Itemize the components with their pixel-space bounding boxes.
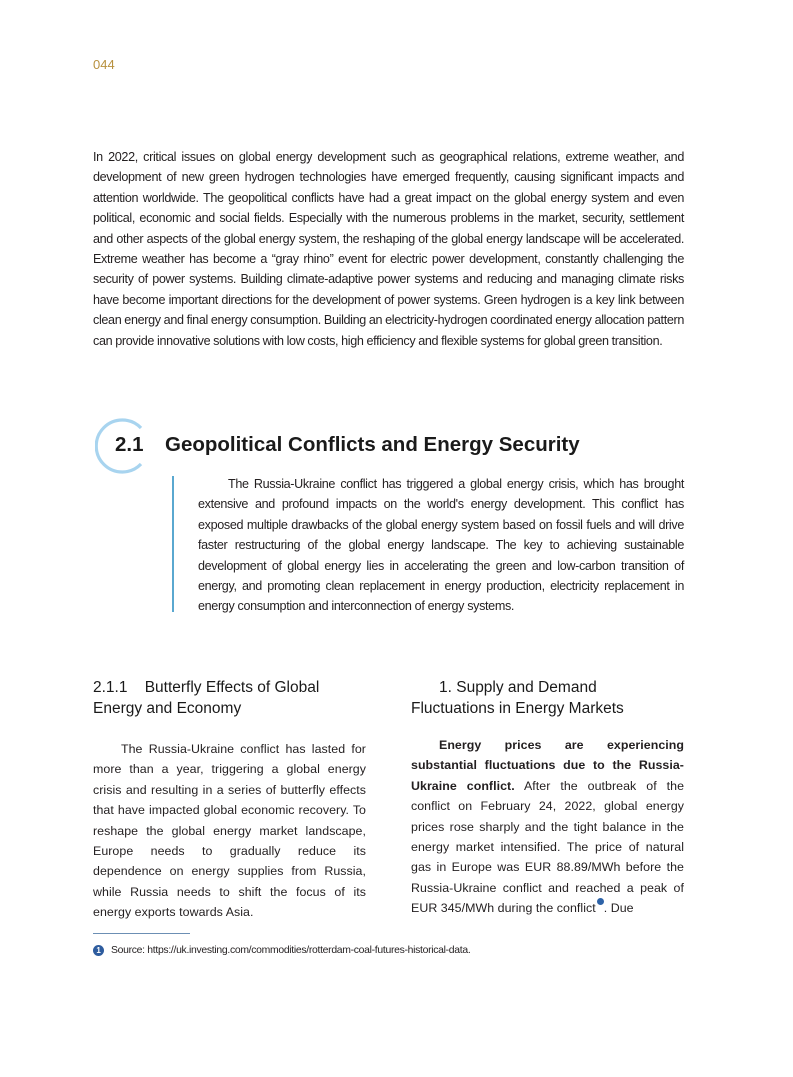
right-column-body [411, 735, 684, 919]
right-column [411, 678, 684, 919]
right-column-body-bold: Energy prices are experiencing substantial fluctuations due to the Russia-Ukraine conflict. [411, 738, 684, 793]
left-column-body: The Russia-Ukraine conflict has lasted for more than a year, triggering a global energy crisis and resulting in a series of butterfly effects that have impacted global economic recovery. To reshape the global energy market landscape, Europe needs to gradually reduce its dependence on energy supplies from Russia, while Russia needs to shift the focus of its energy exports towards Asia. [93, 742, 366, 920]
footnote [93, 945, 470, 956]
right-column-body-text: After the outbreak of the conflict on February 24, 2022, global energy prices rose sharply and the tight balance in the energy market intensified. The price of natural gas in Europe was EUR 88.89/MWh before the Russia-Ukraine conflict and reached a peak of EUR 345/MWh during the conflict [411, 778, 685, 916]
left-column [93, 678, 366, 923]
section-title: Geopolitical Conflicts and Energy Security [165, 433, 580, 456]
footnote-marker-icon: 1 [93, 945, 104, 956]
section-number: 2.1 [115, 433, 144, 456]
footnote-reference-icon[interactable] [597, 898, 604, 905]
section-abstract: The Russia-Ukraine conflict has triggered a global energy crisis, which has brought extensive and profound impacts on the world's energy development. This conflict has exposed multiple drawbacks of the global energy system based on fossil fuels and will drive faster restructuring of the global energy landscape. The key to achieving sustainable development of global energy lies in accelerating the green and low-carbon transition of energy, and promoting clean replacement in energy production, electricity replacement in energy consumption and interconnection of energy systems. [198, 477, 684, 614]
page-number: 044 [93, 57, 115, 72]
abstract-bar [172, 476, 174, 612]
footnote-rule [93, 933, 190, 934]
subsection-heading: 2.1.1 Butterfly Effects of Global Energy and Economy [93, 679, 324, 717]
section-heading [95, 418, 695, 474]
topic-heading: 1. Supply and Demand Fluctuations in Energy Markets [411, 679, 624, 717]
intro-paragraph: In 2022, critical issues on global energy development such as geographical relations, extreme weather, and development of new green hydrogen technologies have emerged frequently, causing significant impacts and attention worldwide. The geopolitical conflicts have had a great impact on the global energy system and even political, economic and social fields. Especially with the numerous problems in the market, security, settlement and other aspects of the global energy system, the reshaping of the global energy landscape will be accelerated. Extreme weather has become a “gray rhino” event for electric power development, constantly challenging the security of power systems. Building climate-adaptive power systems and reducing and managing climate risks have become important directions for the development of power systems. Green hydrogen is a key link between clean energy and final energy consumption. Building an electricity-hydrogen coordinated energy allocation pattern can provide innovative solutions with low costs, high efficiency and flexible systems for global green transition. [93, 150, 684, 348]
right-column-body-tail: . Due [603, 901, 634, 916]
footnote-text: Source: https://uk.investing.com/commodities/rotterdam-coal-futures-historical-data. [111, 945, 471, 956]
